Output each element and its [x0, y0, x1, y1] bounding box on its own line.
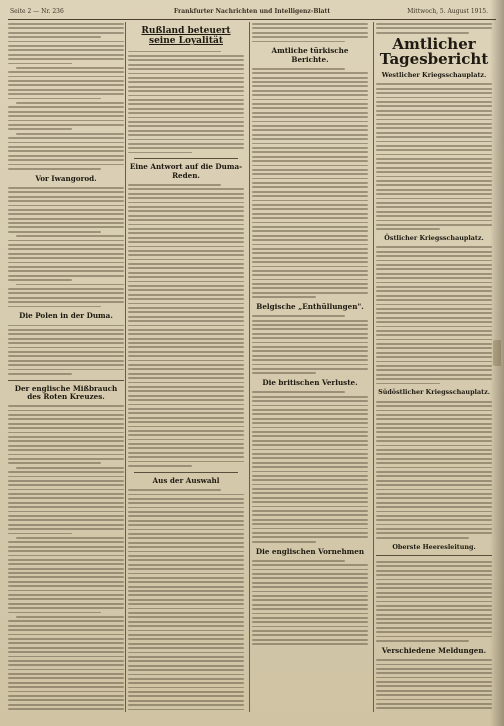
header-page-number: Seite 2 — Nr. 236 — [10, 8, 64, 15]
article-text — [128, 488, 244, 712]
article-text — [252, 67, 368, 299]
article-separator — [134, 158, 238, 159]
page-binding-notch — [493, 340, 501, 366]
headline-britische-verluste: Die britischen Verluste. — [262, 378, 358, 388]
article-text — [252, 390, 368, 543]
headline-oestlicher-kriegsschauplatz: Östlicher Kriegsschauplatz. — [384, 234, 484, 243]
article-text — [252, 559, 368, 646]
column-divider — [125, 22, 126, 712]
article-separator — [134, 472, 238, 473]
column-1 — [8, 22, 124, 712]
column-3 — [252, 22, 368, 712]
headline-belgische-enthuellungen: Belgische „Enthüllungen". — [256, 302, 364, 312]
article-text — [8, 404, 124, 712]
headline-russland: Rußland beteuert seine Loyalität — [141, 26, 231, 47]
column-4 — [376, 22, 492, 712]
headline-tuerkische-berichte: Amtliche türkische Berichte. — [271, 46, 349, 64]
article-text — [8, 324, 124, 376]
headline-oberste-heeresleitung: Oberste Heeresleitung. — [392, 542, 476, 551]
column-divider — [249, 22, 250, 712]
header-rule — [8, 19, 496, 20]
page-header — [10, 6, 494, 18]
headline-rotes-kreuz: Der englische Mißbrauch des Roten Kreuzes. — [14, 383, 118, 401]
article-text — [252, 314, 368, 375]
article-text — [128, 183, 244, 468]
headline-polen-duma: Die Polen in der Duma. — [19, 311, 113, 321]
article-text — [128, 50, 244, 155]
headline-westlicher-kriegsschauplatz: Westlicher Kriegsschauplatz. — [381, 71, 487, 80]
headline-antwort-duma: Eine Antwort auf die Duma-Reden. — [129, 162, 243, 180]
column-2 — [128, 22, 244, 712]
headline-englische-vornehmen: Die englischen Vornehmen — [255, 546, 365, 556]
headline-suedoestlicher-kriegsschauplatz: Südöstlicher Kriegsschauplatz. — [378, 388, 490, 397]
article-text — [8, 22, 124, 171]
article-text — [252, 22, 368, 43]
column-divider — [373, 22, 374, 712]
article-text — [376, 22, 492, 35]
headline-verschiedene-meldungen: Verschiedene Meldungen. — [381, 645, 487, 655]
article-text — [376, 400, 492, 540]
article-separator — [376, 555, 492, 556]
headline-aus-der-auswahl: Aus der Auswahl — [152, 475, 220, 485]
header-date: Mittwoch, 5. August 1915. — [407, 8, 488, 15]
headline-tagesbericht: Amtlicher Tagesbericht — [379, 34, 489, 69]
header-masthead: Frankfurter Nachrichten und Intelligenz-Blatt — [173, 8, 331, 15]
article-text — [376, 245, 492, 385]
headline-vor-iwangorod: Vor Iwangorod. — [35, 173, 97, 183]
article-text — [376, 82, 492, 231]
article-text — [8, 186, 124, 308]
article-text — [376, 658, 492, 712]
article-separator — [8, 380, 124, 381]
article-text — [376, 560, 492, 643]
